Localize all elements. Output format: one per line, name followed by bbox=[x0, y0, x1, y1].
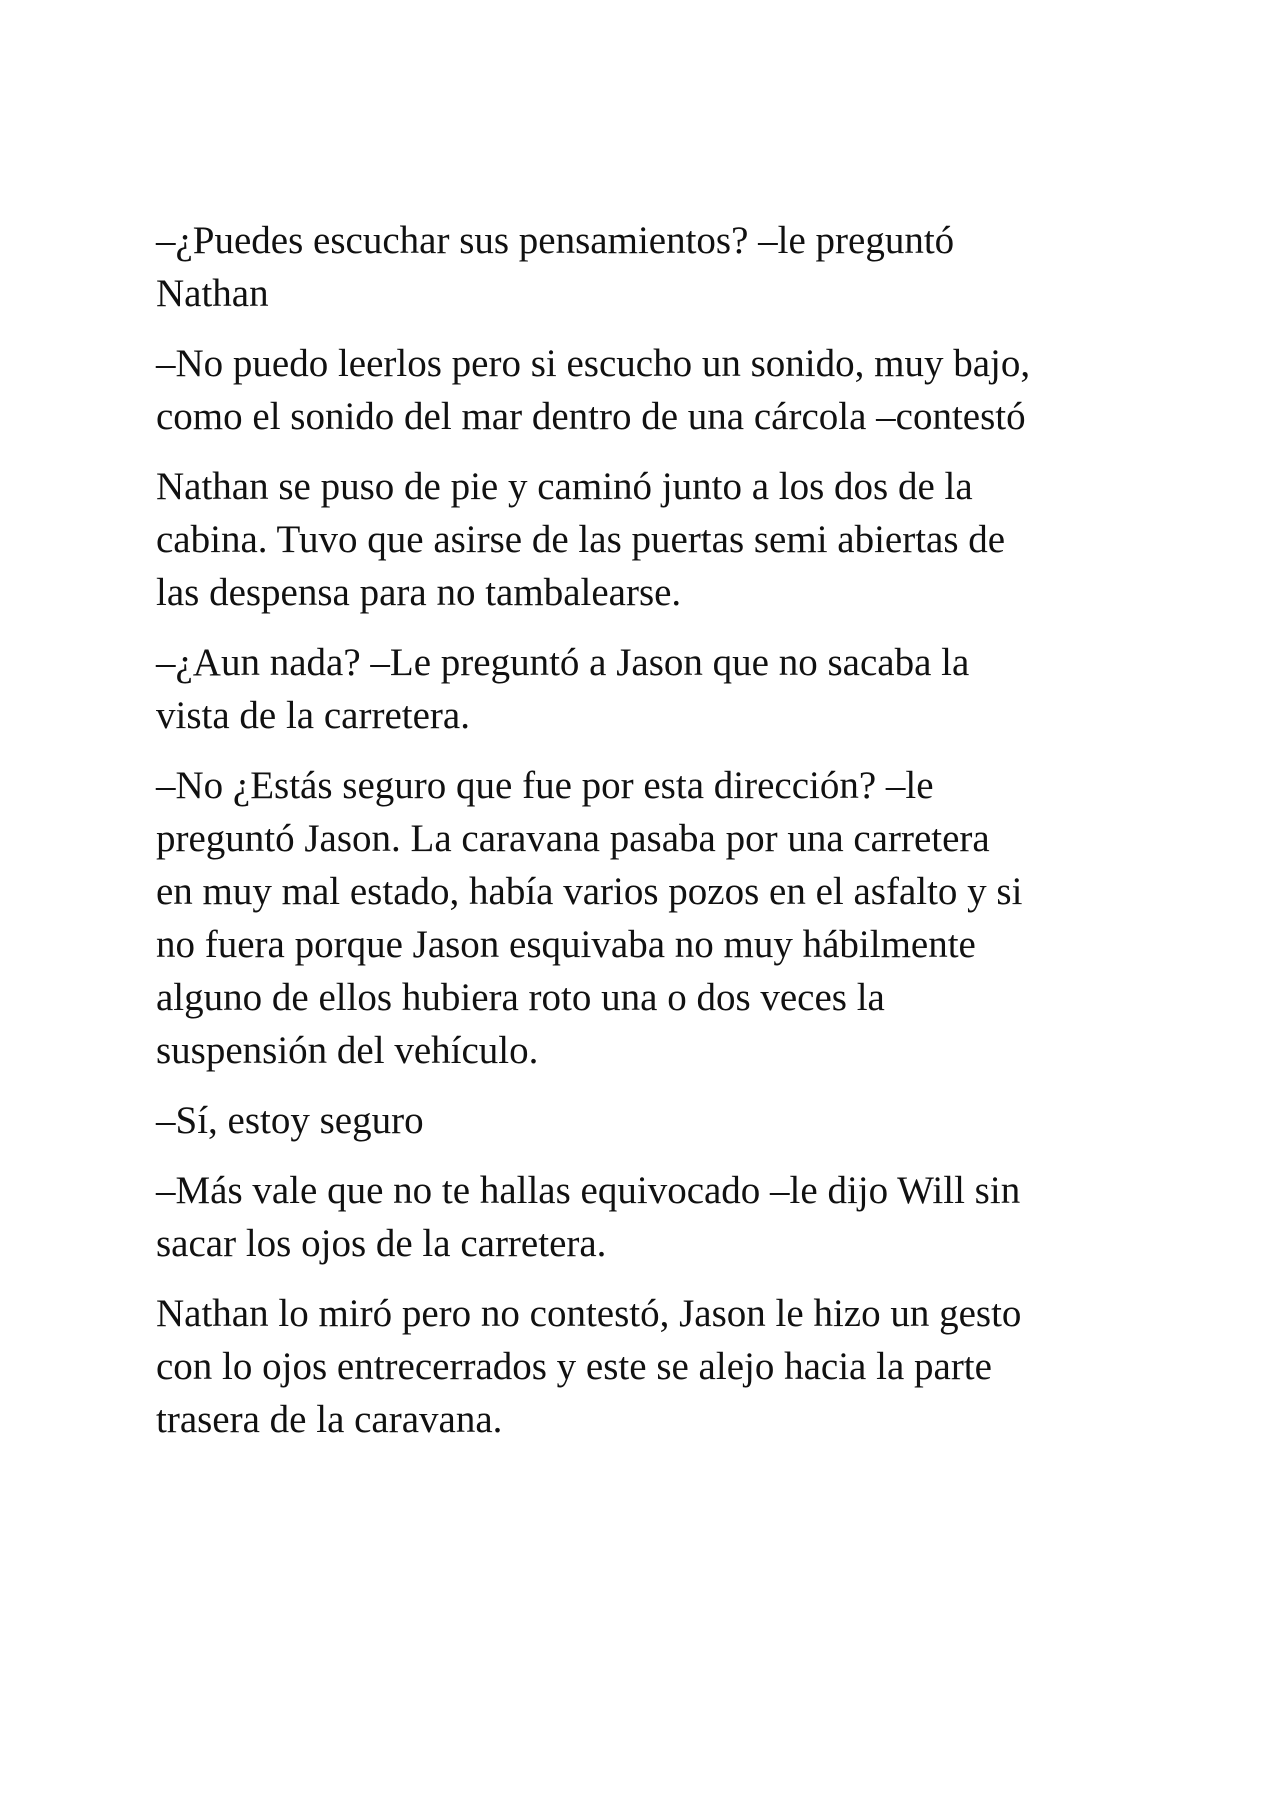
text-line: como el sonido del mar dentro de una cárcola –contestó bbox=[156, 395, 1026, 438]
text-line: Nathan se puso de pie y caminó junto a los dos de la bbox=[156, 465, 973, 508]
text-line: –Sí, estoy seguro bbox=[156, 1099, 424, 1142]
text-line: las despensa para no tambalearse. bbox=[156, 571, 682, 614]
paragraph bbox=[156, 1164, 1156, 1270]
text-line: preguntó Jason. La caravana pasaba por una carretera bbox=[156, 817, 990, 860]
paragraph bbox=[156, 1287, 1156, 1446]
text-line: –No ¿Estás seguro que fue por esta dirección? –le bbox=[156, 764, 934, 807]
text-line: no fuera porque Jason esquivaba no muy hábilmente bbox=[156, 923, 976, 966]
text-line: Nathan bbox=[156, 272, 269, 315]
text-line: –¿Puedes escuchar sus pensamientos? –le preguntó bbox=[156, 219, 955, 262]
paragraph bbox=[156, 214, 1156, 320]
text-line: –Más vale que no te hallas equivocado –le dijo Will sin bbox=[156, 1169, 1021, 1212]
text-line: –No puedo leerlos pero si escucho un sonido, muy bajo, bbox=[156, 342, 1031, 385]
text-line: sacar los ojos de la carretera. bbox=[156, 1222, 607, 1265]
text-line: vista de la carretera. bbox=[156, 694, 470, 737]
paragraph bbox=[156, 1094, 1156, 1147]
text-line: con lo ojos entrecerrados y este se alejo hacia la parte bbox=[156, 1345, 992, 1388]
text-line: en muy mal estado, había varios pozos en el asfalto y si bbox=[156, 870, 1023, 913]
paragraph bbox=[156, 337, 1156, 443]
text-line: trasera de la caravana. bbox=[156, 1398, 503, 1441]
paragraph bbox=[156, 636, 1156, 742]
paragraph bbox=[156, 759, 1156, 1077]
text-line: Nathan lo miró pero no contestó, Jason le hizo un gesto bbox=[156, 1292, 1022, 1335]
text-line: –¿Aun nada? –Le preguntó a Jason que no sacaba la bbox=[156, 641, 970, 684]
body-text bbox=[156, 214, 1156, 1463]
paragraph bbox=[156, 460, 1156, 619]
text-line: suspensión del vehículo. bbox=[156, 1029, 539, 1072]
text-line: alguno de ellos hubiera roto una o dos veces la bbox=[156, 976, 885, 1019]
text-line: cabina. Tuvo que asirse de las puertas semi abiertas de bbox=[156, 518, 1006, 561]
